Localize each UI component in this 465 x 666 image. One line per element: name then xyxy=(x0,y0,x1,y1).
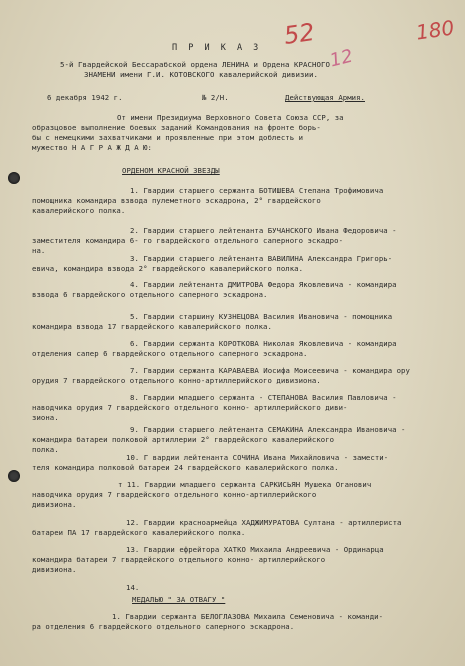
preamble-line-4: мужество Н А Г Р А Ж Д А Ю: xyxy=(32,143,152,152)
handwritten-mark-right: 180 xyxy=(414,15,456,45)
handwritten-scrawl: 12 xyxy=(327,45,356,72)
entry-1-line-1: 1. Гвардии старшего сержанта БОТИШЕВА Степана Трофимовича xyxy=(130,186,384,195)
entry-1-line-2: помощника командира взвода пулеметного эскадрона, 2° гвардейского xyxy=(32,196,321,205)
entry-5-line-1: 5. Гвардии старшину КУЗНЕЦОВА Василия Ивановича - помощника xyxy=(130,312,393,321)
entry-7-line-2: орудия 7 гвардейского отдельного конно-артиллерийского дивизиона. xyxy=(32,376,321,385)
entry-8-line-3: зиона. xyxy=(32,413,59,422)
entry-12-line-2: батареи ПА 17 гвардейского кавалерийского полка. xyxy=(32,528,246,537)
entry-3-line-2: евича, командира взвода 2° гвардейского кавалерийского полка. xyxy=(32,264,304,273)
document-title: П Р И К А З xyxy=(172,43,262,53)
header-line-2: ЗНАМЕНИ имени Г.И. КОТОВСКОГО кавалерийской дивизии. xyxy=(84,70,318,79)
entry-2-line-1: 2. Гвардии старшего лейтенанта БУЧАНСКОГО Ивана Федоровича - xyxy=(130,226,397,235)
entry-8-line-1: 8. Гвардии младшего сержанта - СТЕПАНОВА Василия Павловича - xyxy=(130,393,397,402)
entry-14-line-1: 14. xyxy=(126,583,140,592)
entry-4-line-2: взвода 6 гвардейского отдельного саперного эскадрона. xyxy=(32,290,268,299)
entry-12-line-1: 12. Гвардии красноармейца ХАДЖИМУРАТОВА Султана - артиллериста xyxy=(126,518,402,527)
punch-hole-bottom xyxy=(8,470,20,482)
header-line-1: 5-й Гвардейской Бессарабской ордена ЛЕНИНА и Ордена КРАСНОГО xyxy=(60,60,330,69)
entry-3-line-1: 3. Гвардии старшего лейтенанта ВАВИЛИНА Александра Григорь- xyxy=(130,254,393,263)
entry-9-line-3: полка. xyxy=(32,445,59,454)
entry-13-line-3: дивизиона. xyxy=(32,565,77,574)
punch-hole-top xyxy=(8,172,20,184)
entry-2-line-2: заместителя командира 6- го гвардейского отдельного саперного эскадро- xyxy=(32,236,344,245)
entry-11-line-2: наводчика орудия 7 гвардейского отдельного конно-артиллерийского xyxy=(32,490,317,499)
entry-1-line-3: кавалерийского полка. xyxy=(32,206,126,215)
medal-entry-line-1: 1. Гвардии сержанта БЕЛОГЛАЗОВА Михаила Семеновича - команди- xyxy=(112,612,384,621)
preamble-line-2: образцовое выполнение боевых заданий Командования на фронте борь- xyxy=(32,123,321,132)
entry-11-line-1: т 11. Гвардии младшего сержанта САРКИСЬЯН Мушека Оганович xyxy=(118,480,372,489)
entry-13-line-1: 13. Гвардии ефрейтора ХАТКО Михаила Андреевича - Ординарца xyxy=(126,545,384,554)
entry-10-line-1: 10. Г вардии лейтенанта СОЧИНА Ивана Михайловича - замести- xyxy=(126,453,389,462)
entry-13-line-2: командира батареи 7 гвардейского отдельного конно- артиллерийского xyxy=(32,555,326,564)
entry-9-line-1: 9. Гвардии старшего лейтенанта СЕМАКИНА Александра Ивановича - xyxy=(130,425,406,434)
entry-10-line-2: теля командира полковой батареи 24 гвардейского кавалерийского полка. xyxy=(32,463,339,472)
section-heading-medal: МЕДАЛЬЮ " ЗА ОТВАГУ " xyxy=(132,595,226,604)
entry-7-line-1: 7. Гвардии сержанта КАРАВАЕВА Иосифа Моисеевича - командира ору xyxy=(130,366,410,375)
document-date: 6 декабря 1942 г. xyxy=(47,93,123,102)
medal-entry-line-2: ра отделения 6 гвардейского отдельного саперного эскадрона. xyxy=(32,622,295,631)
preamble-line-3: бы с немецкими захватчиками и проявленные при этом доблесть и xyxy=(32,133,304,142)
document-place: Действующая Армия. xyxy=(285,93,365,102)
entry-5-line-2: командира взвода 17 гвардейского кавалерийского полка. xyxy=(32,322,272,331)
entry-4-line-1: 4. Гвардии лейтенанта ДМИТРОВА Федора Яковлевича - командира xyxy=(130,280,397,289)
preamble-line-1: От имени Президиума Верховного Совета Союза ССР, за xyxy=(117,113,344,122)
handwritten-mark-left: 52 xyxy=(282,18,317,50)
entry-2-line-3: на. xyxy=(32,246,46,255)
entry-8-line-2: наводчика орудия 7 гвардейского отдельного конно- артиллерийского диви- xyxy=(32,403,348,412)
entry-9-line-2: командира батареи полковой артиллерии 2° гвардейского кавалерийского xyxy=(32,435,335,444)
document-number: № 2/Н. xyxy=(202,93,229,102)
entry-6-line-1: 6. Гвардии сержанта КОРОТКОВА Николая Яковлевича - командира xyxy=(130,339,397,348)
entry-6-line-2: отделения сапер 6 гвардейского отдельного саперного эскадрона. xyxy=(32,349,308,358)
entry-11-line-3: дивизиона. xyxy=(32,500,77,509)
section-heading-red-star: ОРДЕНОМ КРАСНОЙ ЗВЕЗДЫ xyxy=(122,166,220,175)
